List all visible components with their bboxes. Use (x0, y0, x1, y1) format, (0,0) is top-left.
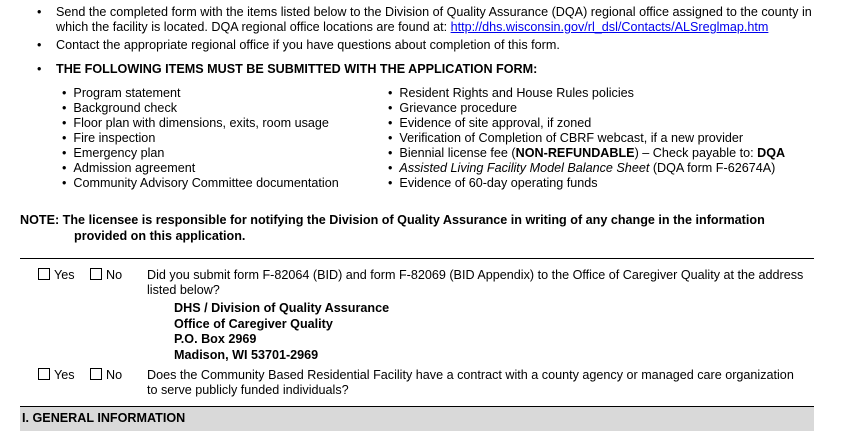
bullet-icon: • (37, 5, 42, 19)
send-instruction-line2 (56, 20, 768, 35)
bullet-icon: • (62, 101, 74, 115)
bullet-icon: • (388, 161, 400, 175)
q2-options (38, 368, 122, 383)
q2-yes-checkbox[interactable] (38, 368, 50, 380)
q1-address (174, 301, 389, 363)
section-title: I. GENERAL INFORMATION (22, 411, 186, 425)
address-line: DHS / Division of Quality Assurance (174, 301, 390, 315)
list-item: • Program statement (62, 86, 181, 100)
list-item: • Evidence of site approval, if zoned (388, 116, 592, 130)
left-items-list (62, 86, 339, 191)
send-instruction-line1: Send the completed form with the items listed below to the Division of Quality Assurance (DQA) regional office assigned to the county in (56, 5, 812, 19)
items-heading: THE FOLLOWING ITEMS MUST BE SUBMITTED WITH THE APPLICATION FORM: (56, 62, 538, 76)
bullet-icon: • (62, 131, 74, 145)
list-item: • Verification of Completion of CBRF webcast, if a new provider (388, 131, 744, 145)
bullet-icon: • (62, 116, 74, 130)
list-item: • Community Advisory Committee documentation (62, 176, 339, 190)
q1-yes-checkbox[interactable] (38, 268, 50, 280)
bullet-icon: • (388, 86, 400, 100)
bullet-icon: • (62, 86, 74, 100)
bullet-icon: • (388, 131, 400, 145)
send-instruction-text: which the facility is located. DQA regional office locations are found at: (56, 20, 451, 34)
right-items-list (388, 86, 785, 191)
bullet-icon: • (388, 101, 400, 115)
q1-options (38, 268, 122, 283)
section-header (20, 406, 814, 431)
address-line: P.O. Box 2969 (174, 332, 257, 346)
list-item: • Evidence of 60-day operating funds (388, 176, 598, 190)
q2-no-checkbox[interactable] (90, 368, 102, 380)
bullet-icon: • (37, 62, 42, 76)
note-line1: NOTE: The licensee is responsible for notifying the Division of Quality Assurance in writing of any change in the information (20, 213, 765, 227)
list-item: • Floor plan with dimensions, exits, room usage (62, 116, 329, 130)
note-line2: provided on this application. (74, 229, 246, 243)
q1-question-line1: Did you submit form F-82064 (BID) and form F-82069 (BID Appendix) to the Office of Caregiver Quality at the address (147, 268, 804, 282)
divider (20, 258, 814, 259)
list-item: • Grievance procedure (388, 101, 518, 115)
list-item: • Assisted Living Facility Model Balance Sheet (DQA form F-62674A) (388, 161, 776, 175)
q1-yes-label: Yes (54, 268, 75, 282)
list-item: • Background check (62, 101, 178, 115)
bullet-icon: • (62, 176, 74, 190)
address-line: Office of Caregiver Quality (174, 316, 333, 331)
q2-no-label: No (106, 368, 123, 382)
bullet-icon: • (388, 116, 400, 130)
bullet-icon: • (62, 161, 74, 175)
q1-question-line2: listed below? (147, 283, 220, 297)
list-item: • Biennial license fee (NON-REFUNDABLE) – Check payable to: DQA (388, 146, 786, 160)
q1-no-checkbox[interactable] (90, 268, 102, 280)
q2-question-line1: Does the Community Based Residential Facility have a contract with a county agency or managed care organization (147, 368, 794, 382)
bullet-icon: • (388, 176, 400, 190)
bullet-icon: • (37, 38, 42, 52)
list-item: • Admission agreement (62, 161, 196, 175)
bullet-icon: • (62, 146, 74, 160)
contact-instruction: Contact the appropriate regional office if you have questions about completion of this form. (56, 38, 560, 52)
address-line: Madison, WI 53701-2969 (174, 347, 319, 362)
bullet-icon: • (388, 146, 400, 160)
q2-question-line2: to serve publicly funded individuals? (147, 383, 349, 397)
q2-yes-label: Yes (54, 368, 75, 382)
regional-map-link[interactable]: http://dhs.wisconsin.gov/rl_dsl/Contacts/ALSreglmap.htm (450, 20, 769, 34)
list-item: • Resident Rights and House Rules policies (388, 86, 634, 100)
list-item: • Emergency plan (62, 146, 165, 160)
list-item: • Fire inspection (62, 131, 156, 145)
q1-no-label: No (106, 268, 123, 282)
